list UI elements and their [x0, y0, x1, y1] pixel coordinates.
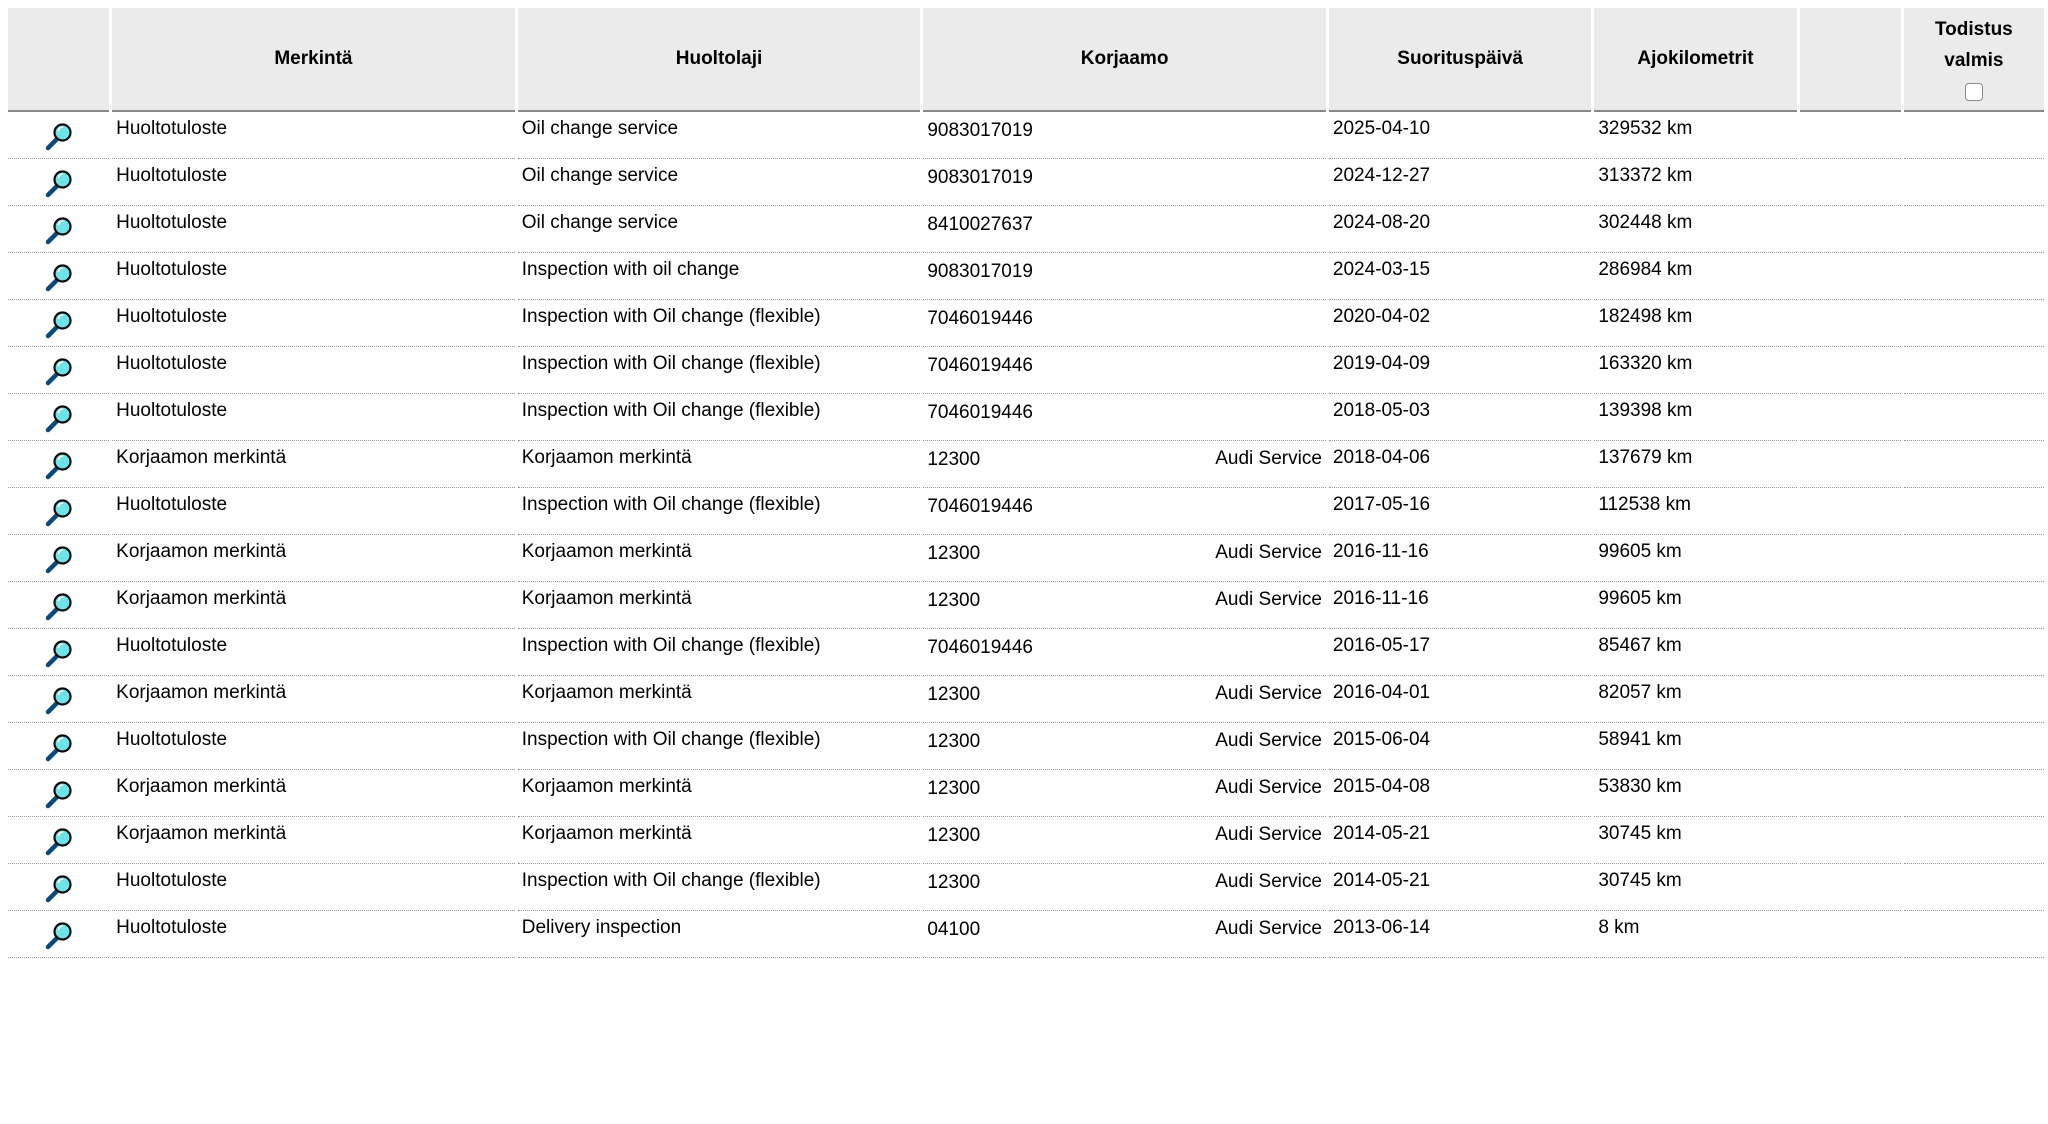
table-row: [8, 112, 2044, 159]
row-view-cell: [8, 864, 109, 911]
row-view-cell: [8, 911, 109, 958]
magnifier-icon[interactable]: [44, 732, 74, 762]
cell-merkinta: [112, 582, 515, 629]
cell-korjaamo: [923, 253, 1326, 300]
cell-merkinta: [112, 159, 515, 206]
table-row: [8, 206, 2044, 253]
row-view-cell: [8, 488, 109, 535]
km-text: 99605 km: [1598, 541, 1682, 562]
header-suorituspaiva[interactable]: Suorituspäivä: [1329, 8, 1591, 112]
km-text: 163320 km: [1598, 353, 1693, 374]
magnifier-icon[interactable]: [44, 215, 74, 245]
cell-todistus: [1904, 253, 2044, 300]
cell-ajokilometrit: [1594, 488, 1796, 535]
cell-korjaamo: [923, 159, 1326, 206]
korjaamo-name: Audi Service: [1215, 448, 1322, 469]
date-text: 2014-05-21: [1332, 823, 1431, 844]
korjaamo-code: 7046019446: [927, 308, 1033, 329]
km-text: 82057 km: [1598, 682, 1682, 703]
cell-ajokilometrit: [1594, 629, 1796, 676]
korjaamo-code: 12300: [927, 825, 981, 846]
korjaamo-name: Audi Service: [1215, 824, 1322, 845]
cell-korjaamo: [923, 347, 1326, 394]
cell-huoltolaji: [518, 300, 921, 347]
km-text: 302448 km: [1598, 212, 1693, 233]
row-view-cell: [8, 253, 109, 300]
magnifier-icon[interactable]: [44, 121, 74, 151]
table-row: [8, 488, 2044, 535]
row-view-cell: [8, 112, 109, 159]
cell-korjaamo: [923, 394, 1326, 441]
cell-merkinta: [112, 394, 515, 441]
cell-ajokilometrit: [1594, 817, 1796, 864]
magnifier-icon[interactable]: [44, 873, 74, 903]
km-text: 53830 km: [1598, 776, 1682, 797]
date-text: 2018-04-06: [1332, 447, 1431, 468]
korjaamo-code: 12300: [927, 684, 981, 705]
cell-huoltolaji: [518, 723, 921, 770]
huoltolaji-text: Inspection with Oil change (flexible): [521, 870, 821, 891]
cell-todistus: [1904, 300, 2044, 347]
km-text: 313372 km: [1598, 165, 1693, 186]
cell-todistus: [1904, 582, 2044, 629]
korjaamo-code: 9083017019: [927, 167, 1033, 188]
cell-blank: [1800, 676, 1901, 723]
korjaamo-name: Audi Service: [1215, 871, 1322, 892]
row-view-cell: [8, 817, 109, 864]
korjaamo-code: 7046019446: [927, 637, 1033, 658]
merkinta-text: Huoltotuloste: [116, 353, 228, 374]
cell-huoltolaji: [518, 159, 921, 206]
row-view-cell: [8, 582, 109, 629]
row-view-cell: [8, 159, 109, 206]
row-view-cell: [8, 347, 109, 394]
cell-korjaamo: [923, 488, 1326, 535]
huoltolaji-text: Inspection with Oil change (flexible): [521, 400, 821, 421]
date-text: 2024-12-27: [1332, 165, 1431, 186]
magnifier-icon[interactable]: [44, 920, 74, 950]
table-row: [8, 159, 2044, 206]
cell-suorituspaiva: [1329, 723, 1591, 770]
cell-suorituspaiva: [1329, 770, 1591, 817]
date-text: 2015-06-04: [1332, 729, 1431, 750]
cell-todistus: [1904, 441, 2044, 488]
cell-suorituspaiva: [1329, 864, 1591, 911]
cell-huoltolaji: [518, 582, 921, 629]
cell-todistus: [1904, 394, 2044, 441]
km-text: 139398 km: [1598, 400, 1693, 421]
table-row: [8, 676, 2044, 723]
cell-todistus: [1904, 488, 2044, 535]
table-row: [8, 770, 2044, 817]
cell-suorituspaiva: [1329, 347, 1591, 394]
cell-suorituspaiva: [1329, 253, 1591, 300]
date-text: 2024-08-20: [1332, 212, 1431, 233]
huoltolaji-text: Korjaamon merkintä: [521, 823, 692, 844]
cell-todistus: [1904, 864, 2044, 911]
km-text: 30745 km: [1598, 870, 1682, 891]
huoltolaji-text: Inspection with Oil change (flexible): [521, 635, 821, 656]
huoltolaji-text: Korjaamon merkintä: [521, 447, 692, 468]
cell-huoltolaji: [518, 206, 921, 253]
header-icon-column: [8, 8, 109, 112]
row-view-cell: [8, 206, 109, 253]
row-view-cell: [8, 535, 109, 582]
cell-ajokilometrit: [1594, 253, 1796, 300]
cell-blank: [1800, 394, 1901, 441]
cell-blank: [1800, 159, 1901, 206]
table-row: [8, 864, 2044, 911]
km-text: 85467 km: [1598, 635, 1682, 656]
cell-suorituspaiva: [1329, 159, 1591, 206]
korjaamo-name: Audi Service: [1215, 542, 1322, 563]
cell-korjaamo: [923, 441, 1326, 488]
cell-merkinta: [112, 253, 515, 300]
korjaamo-code: 8410027637: [927, 214, 1033, 235]
huoltolaji-text: Inspection with Oil change (flexible): [521, 494, 821, 515]
table-row: [8, 629, 2044, 676]
row-view-cell: [8, 723, 109, 770]
date-text: 2016-11-16: [1332, 588, 1429, 609]
merkinta-text: Huoltotuloste: [116, 400, 228, 421]
merkinta-text: Huoltotuloste: [116, 165, 228, 186]
cell-suorituspaiva: [1329, 535, 1591, 582]
cell-blank: [1800, 817, 1901, 864]
table-row: [8, 300, 2044, 347]
merkinta-text: Huoltotuloste: [116, 118, 228, 139]
km-text: 58941 km: [1598, 729, 1682, 750]
cell-huoltolaji: [518, 817, 921, 864]
merkinta-text: Korjaamon merkintä: [116, 541, 287, 562]
cell-blank: [1800, 206, 1901, 253]
header-todistus-valmis: [1904, 8, 2044, 112]
header-ajokilometrit[interactable]: Ajokilometrit: [1594, 8, 1796, 112]
km-text: 286984 km: [1598, 259, 1693, 280]
korjaamo-code: 7046019446: [927, 402, 1033, 423]
cell-merkinta: [112, 535, 515, 582]
cell-ajokilometrit: [1594, 159, 1796, 206]
cell-suorituspaiva: [1329, 300, 1591, 347]
date-text: 2013-06-14: [1332, 917, 1431, 938]
huoltolaji-text: Korjaamon merkintä: [521, 682, 692, 703]
cell-ajokilometrit: [1594, 300, 1796, 347]
date-text: 2015-04-08: [1332, 776, 1431, 797]
cell-ajokilometrit: [1594, 535, 1796, 582]
huoltolaji-text: Korjaamon merkintä: [521, 588, 692, 609]
cell-merkinta: [112, 723, 515, 770]
merkinta-text: Huoltotuloste: [116, 870, 228, 891]
cell-blank: [1800, 347, 1901, 394]
cell-blank: [1800, 112, 1901, 159]
row-view-cell: [8, 394, 109, 441]
huoltolaji-text: Inspection with Oil change (flexible): [521, 353, 821, 374]
merkinta-text: Korjaamon merkintä: [116, 823, 287, 844]
merkinta-text: Huoltotuloste: [116, 306, 228, 327]
cell-todistus: [1904, 206, 2044, 253]
korjaamo-code: 12300: [927, 872, 981, 893]
korjaamo-code: 9083017019: [927, 261, 1033, 282]
row-view-cell: [8, 629, 109, 676]
cell-merkinta: [112, 864, 515, 911]
magnifier-icon[interactable]: [44, 497, 74, 527]
cell-blank: [1800, 488, 1901, 535]
korjaamo-name: Audi Service: [1215, 589, 1322, 610]
magnifier-icon[interactable]: [44, 450, 74, 480]
cell-suorituspaiva: [1329, 911, 1591, 958]
table-row: [8, 911, 2044, 958]
cell-korjaamo: [923, 864, 1326, 911]
magnifier-icon[interactable]: [44, 685, 74, 715]
huoltolaji-text: Korjaamon merkintä: [521, 541, 692, 562]
cell-ajokilometrit: [1594, 723, 1796, 770]
magnifier-icon[interactable]: [44, 638, 74, 668]
cell-todistus: [1904, 723, 2044, 770]
korjaamo-code: 12300: [927, 543, 981, 564]
table-row: [8, 723, 2044, 770]
cell-todistus: [1904, 629, 2044, 676]
korjaamo-code: 04100: [927, 919, 981, 940]
header-blank: [1800, 8, 1901, 112]
cell-huoltolaji: [518, 112, 921, 159]
merkinta-text: Huoltotuloste: [116, 212, 228, 233]
cell-huoltolaji: [518, 770, 921, 817]
korjaamo-code: 7046019446: [927, 496, 1033, 517]
cell-korjaamo: [923, 676, 1326, 723]
table-row: [8, 347, 2044, 394]
cell-huoltolaji: [518, 864, 921, 911]
cell-blank: [1800, 253, 1901, 300]
cell-todistus: [1904, 159, 2044, 206]
korjaamo-code: 12300: [927, 778, 981, 799]
cell-suorituspaiva: [1329, 206, 1591, 253]
cell-todistus: [1904, 347, 2044, 394]
magnifier-icon[interactable]: [44, 262, 74, 292]
table-header-row: [8, 8, 2044, 112]
korjaamo-name: Audi Service: [1215, 730, 1322, 751]
date-text: 2014-05-21: [1332, 870, 1431, 891]
merkinta-text: Huoltotuloste: [116, 917, 228, 938]
magnifier-icon[interactable]: [44, 544, 74, 574]
date-text: 2018-05-03: [1332, 400, 1431, 421]
cell-ajokilometrit: [1594, 864, 1796, 911]
row-view-cell: [8, 441, 109, 488]
cell-suorituspaiva: [1329, 394, 1591, 441]
cell-merkinta: [112, 817, 515, 864]
korjaamo-code: 9083017019: [927, 120, 1033, 141]
korjaamo-name: Audi Service: [1215, 777, 1322, 798]
km-text: 182498 km: [1598, 306, 1693, 327]
merkinta-text: Huoltotuloste: [116, 494, 228, 515]
km-text: 112538 km: [1598, 494, 1691, 515]
cell-huoltolaji: [518, 488, 921, 535]
cell-blank: [1800, 441, 1901, 488]
merkinta-text: Huoltotuloste: [116, 635, 228, 656]
table-row: [8, 817, 2044, 864]
service-history: [8, 8, 2044, 958]
row-view-cell: [8, 676, 109, 723]
cell-blank: [1800, 911, 1901, 958]
huoltolaji-text: Oil change service: [521, 212, 679, 233]
table-row: [8, 394, 2044, 441]
km-text: 99605 km: [1598, 588, 1682, 609]
cell-blank: [1800, 770, 1901, 817]
cell-suorituspaiva: [1329, 817, 1591, 864]
header-merkinta[interactable]: Merkintä: [112, 8, 515, 112]
cell-todistus: [1904, 676, 2044, 723]
cell-huoltolaji: [518, 911, 921, 958]
cell-korjaamo: [923, 112, 1326, 159]
table-row: [8, 441, 2044, 488]
cell-huoltolaji: [518, 347, 921, 394]
cell-ajokilometrit: [1594, 206, 1796, 253]
cell-korjaamo: [923, 535, 1326, 582]
cell-suorituspaiva: [1329, 676, 1591, 723]
cell-merkinta: [112, 206, 515, 253]
cell-suorituspaiva: [1329, 629, 1591, 676]
cell-todistus: [1904, 112, 2044, 159]
cell-suorituspaiva: [1329, 112, 1591, 159]
cell-huoltolaji: [518, 676, 921, 723]
magnifier-icon[interactable]: [44, 356, 74, 386]
cell-merkinta: [112, 300, 515, 347]
km-text: 30745 km: [1598, 823, 1682, 844]
date-text: 2016-11-16: [1332, 541, 1429, 562]
cell-huoltolaji: [518, 253, 921, 300]
cell-todistus: [1904, 770, 2044, 817]
cell-merkinta: [112, 112, 515, 159]
date-text: 2020-04-02: [1332, 306, 1431, 327]
cell-ajokilometrit: [1594, 347, 1796, 394]
date-text: 2017-05-16: [1332, 494, 1431, 515]
huoltolaji-text: Inspection with Oil change (flexible): [521, 306, 821, 327]
cell-korjaamo: [923, 770, 1326, 817]
merkinta-text: Huoltotuloste: [116, 259, 228, 280]
cell-korjaamo: [923, 582, 1326, 629]
cell-korjaamo: [923, 206, 1326, 253]
date-text: 2019-04-09: [1332, 353, 1431, 374]
cell-merkinta: [112, 347, 515, 394]
korjaamo-name: Audi Service: [1215, 918, 1322, 939]
merkinta-text: Korjaamon merkintä: [116, 447, 287, 468]
korjaamo-code: 12300: [927, 449, 981, 470]
cell-korjaamo: [923, 629, 1326, 676]
cell-korjaamo: [923, 723, 1326, 770]
cell-merkinta: [112, 629, 515, 676]
magnifier-icon[interactable]: [44, 168, 74, 198]
cell-ajokilometrit: [1594, 770, 1796, 817]
cell-blank: [1800, 535, 1901, 582]
magnifier-icon[interactable]: [44, 826, 74, 856]
cell-merkinta: [112, 911, 515, 958]
cell-huoltolaji: [518, 535, 921, 582]
cell-huoltolaji: [518, 629, 921, 676]
korjaamo-code: 7046019446: [927, 355, 1033, 376]
merkinta-text: Huoltotuloste: [116, 729, 228, 750]
km-text: 137679 km: [1598, 447, 1693, 468]
table-row: [8, 535, 2044, 582]
huoltolaji-text: Oil change service: [521, 165, 679, 186]
cell-merkinta: [112, 441, 515, 488]
cell-korjaamo: [923, 300, 1326, 347]
huoltolaji-text: Oil change service: [521, 118, 679, 139]
cell-ajokilometrit: [1594, 911, 1796, 958]
cell-blank: [1800, 723, 1901, 770]
header-todistus-line1: Todistus: [1934, 18, 2013, 40]
huoltolaji-text: Korjaamon merkintä: [521, 776, 692, 797]
cell-korjaamo: [923, 817, 1326, 864]
cell-ajokilometrit: [1594, 394, 1796, 441]
cell-suorituspaiva: [1329, 441, 1591, 488]
cell-suorituspaiva: [1329, 582, 1591, 629]
table-row: [8, 253, 2044, 300]
cell-blank: [1800, 629, 1901, 676]
korjaamo-code: 12300: [927, 590, 981, 611]
cell-todistus: [1904, 817, 2044, 864]
cell-merkinta: [112, 676, 515, 723]
magnifier-icon[interactable]: [44, 591, 74, 621]
row-view-cell: [8, 300, 109, 347]
row-view-cell: [8, 770, 109, 817]
cell-suorituspaiva: [1329, 488, 1591, 535]
cell-blank: [1800, 582, 1901, 629]
cell-todistus: [1904, 535, 2044, 582]
date-text: 2025-04-10: [1332, 118, 1431, 139]
header-korjaamo[interactable]: Korjaamo: [923, 8, 1326, 112]
table-row: [8, 582, 2044, 629]
km-text: 329532 km: [1598, 118, 1693, 139]
date-text: 2016-04-01: [1332, 682, 1431, 703]
korjaamo-name: Audi Service: [1215, 683, 1322, 704]
cell-merkinta: [112, 488, 515, 535]
magnifier-icon[interactable]: [44, 779, 74, 809]
huoltolaji-text: Inspection with oil change: [521, 259, 740, 280]
korjaamo-code: 12300: [927, 731, 981, 752]
cell-blank: [1800, 864, 1901, 911]
service-history-table: [5, 8, 2047, 958]
todistus-valmis-checkbox[interactable]: [1965, 83, 1983, 101]
cell-blank: [1800, 300, 1901, 347]
huoltolaji-text: Delivery inspection: [521, 917, 682, 938]
header-todistus-line2: valmis: [1944, 49, 2004, 71]
cell-huoltolaji: [518, 394, 921, 441]
magnifier-icon[interactable]: [44, 309, 74, 339]
date-text: 2024-03-15: [1332, 259, 1431, 280]
cell-huoltolaji: [518, 441, 921, 488]
cell-ajokilometrit: [1594, 112, 1796, 159]
cell-ajokilometrit: [1594, 582, 1796, 629]
cell-ajokilometrit: [1594, 676, 1796, 723]
cell-todistus: [1904, 911, 2044, 958]
km-text: 8 km: [1598, 917, 1640, 938]
merkinta-text: Korjaamon merkintä: [116, 588, 287, 609]
cell-merkinta: [112, 770, 515, 817]
merkinta-text: Korjaamon merkintä: [116, 776, 287, 797]
header-huoltolaji[interactable]: Huoltolaji: [518, 8, 921, 112]
cell-korjaamo: [923, 911, 1326, 958]
merkinta-text: Korjaamon merkintä: [116, 682, 287, 703]
magnifier-icon[interactable]: [44, 403, 74, 433]
huoltolaji-text: Inspection with Oil change (flexible): [521, 729, 821, 750]
cell-ajokilometrit: [1594, 441, 1796, 488]
date-text: 2016-05-17: [1332, 635, 1431, 656]
table-body: [8, 112, 2044, 958]
